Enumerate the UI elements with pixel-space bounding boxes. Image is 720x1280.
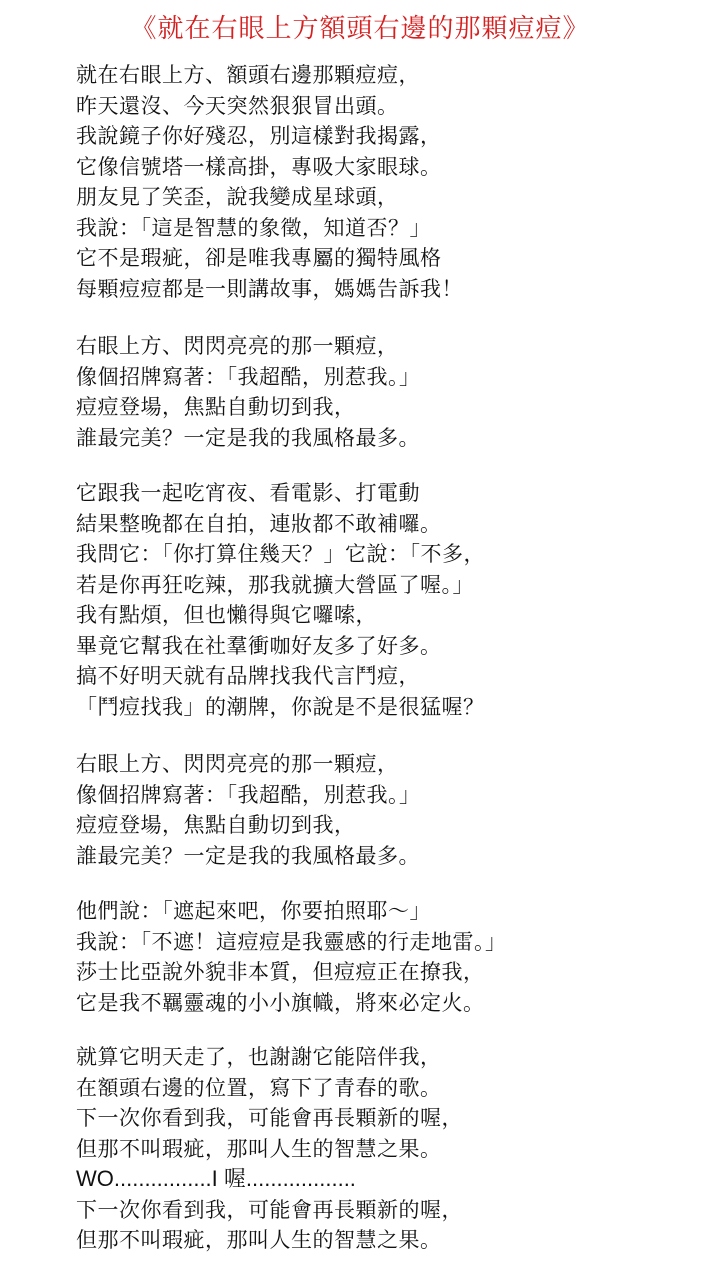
lyric-line: 我有點煩，但也懶得與它囉嗦， — [76, 603, 377, 627]
lyric-line: 就在右眼上方、額頭右邊那顆痘痘， — [76, 63, 420, 87]
stanza-4-chorus — [76, 749, 421, 871]
lyric-line: 痘痘登場，焦點自動切到我， — [76, 395, 356, 419]
lyric-line: 在額頭右邊的位置，寫下了青春的歌。 — [76, 1075, 442, 1100]
lyric-line: 畢竟它幫我在社羣衝咖好友多了好多。 — [76, 633, 442, 658]
lyric-line: 下一次你看到我，可能會再長顆新的喔， — [76, 1106, 463, 1130]
lyric-line: 他們說：「遮起來吧，你要拍照耶～」 — [76, 899, 431, 923]
lyric-line: 結果整晚都在自拍，連妝都不敢補囉。 — [76, 511, 442, 536]
stanza-2-chorus — [76, 331, 421, 453]
stanza-1 — [76, 60, 463, 304]
lyric-line: 莎士比亞說外貌非本質，但痘痘正在撩我， — [76, 960, 485, 984]
lyric-line: 右眼上方、閃閃亮亮的那一顆痘， — [76, 752, 399, 776]
lyric-line: 下一次你看到我，可能會再長顆新的喔， — [76, 1197, 463, 1222]
lyric-line: 誰最完美？一定是我的我風格最多。 — [76, 425, 420, 450]
lyric-line: 但那不叫瑕疵，那叫人生的智慧之果。 — [76, 1136, 442, 1161]
lyric-line: 它不是瑕疵，卻是唯我專屬的獨特風格 — [76, 246, 442, 270]
stanza-5 — [76, 896, 507, 1018]
lyric-line: 我問它：「你打算住幾天？」它說：「不多， — [76, 542, 485, 566]
lyric-line: 我說鏡子你好殘忍，別這樣對我揭露， — [76, 124, 442, 148]
lyric-line: 昨天還沒、今天突然狠狠冒出頭。 — [76, 93, 399, 118]
lyric-line: 痘痘登場，焦點自動切到我， — [76, 813, 356, 837]
lyric-line: 就算它明天走了，也謝謝它能陪伴我， — [76, 1045, 442, 1069]
lyric-line: 像個招牌寫著：「我超酷，別惹我。」 — [76, 782, 421, 807]
lyric-line: 右眼上方、閃閃亮亮的那一顆痘， — [76, 334, 399, 358]
lyric-line: 每顆痘痘都是一則講故事，媽媽告訴我！ — [76, 276, 463, 301]
lyric-line: 我說：「這是智慧的象徵，知道否？」 — [76, 215, 431, 240]
stanza-3 — [76, 478, 485, 722]
lyric-line: 它像信號塔一樣高掛，專吸大家眼球。 — [76, 154, 442, 179]
lyric-line: 搞不好明天就有品牌找我代言鬥痘， — [76, 664, 420, 688]
lyric-line: 「鬥痘找我」的潮牌，你說是不是很猛喔？ — [76, 694, 485, 719]
lyric-line-vocalise: WO................I 喔.................. — [76, 1166, 356, 1191]
song-title: 《就在右眼上方額頭右邊的那顆痘痘》 — [130, 14, 590, 44]
lyric-line: 但那不叫瑕疵，那叫人生的智慧之果。 — [76, 1228, 442, 1252]
stanza-6-outro — [76, 1042, 463, 1256]
lyric-line: 像個招牌寫著：「我超酷，別惹我。」 — [76, 364, 421, 389]
lyric-line: 若是你再狂吃辣，那我就擴大營區了喔。」 — [76, 572, 474, 597]
lyric-line: 它跟我一起吃宵夜、看電影、打電動 — [76, 481, 420, 505]
lyric-line: 我說：「不遮！這痘痘是我靈感的行走地雷。」 — [76, 929, 507, 954]
lyric-line: 它是我不羈靈魂的小小旗幟，將來必定火。 — [76, 990, 485, 1015]
lyric-line: 誰最完美？一定是我的我風格最多。 — [76, 843, 420, 868]
lyric-line: 朋友見了笑歪，說我變成星球頭， — [76, 185, 399, 209]
